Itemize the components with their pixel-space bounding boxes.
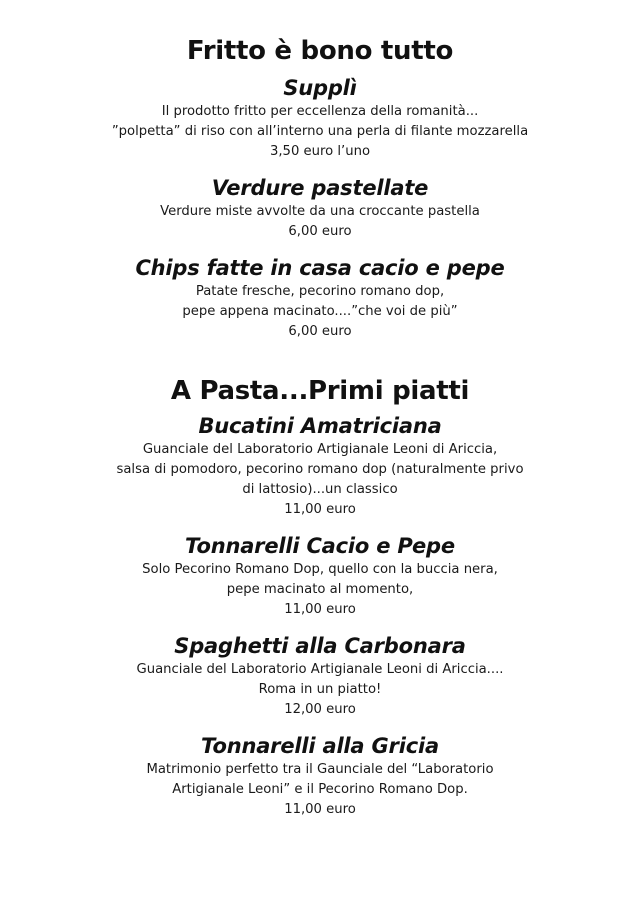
dish-name: Verdure pastellate <box>211 176 429 200</box>
dish-description-line: Verdure miste avvolte da una croccante pastella <box>160 204 480 219</box>
section-title: A Pasta...Primi piatti <box>170 376 470 406</box>
dish-description-line: Guanciale del Laboratorio Artigianale Leoni di Ariccia.... <box>136 662 504 677</box>
dish-name: Tonnarelli alla Gricia <box>201 734 439 758</box>
dish-price: 6,00 euro <box>288 324 352 339</box>
dish-price: 11,00 euro <box>284 502 356 517</box>
dish-price: 12,00 euro <box>284 702 356 717</box>
dish-suppli <box>0 74 640 162</box>
dish-verdure-pastellate <box>0 174 640 242</box>
dish-description-line: ”polpetta” di riso con all’interno una perla di filante mozzarella <box>111 124 529 139</box>
dish-tonnarelli-gricia <box>0 732 640 820</box>
section-title: Fritto è bono tutto <box>186 36 454 66</box>
dish-name: Bucatini Amatriciana <box>198 414 442 438</box>
dish-description-line: salsa di pomodoro, pecorino romano dop (naturalmente privo <box>116 462 524 477</box>
dish-description-line: Guanciale del Laboratorio Artigianale Leoni di Ariccia, <box>142 442 498 457</box>
dish-name: Supplì <box>283 76 357 100</box>
dish-name: Spaghetti alla Carbonara <box>174 634 466 658</box>
dish-description-line: Patate fresche, pecorino romano dop, <box>195 284 445 299</box>
dish-description-line: Artigianale Leoni” e il Pecorino Romano Dop. <box>172 782 468 797</box>
dish-bucatini-amatriciana <box>0 412 640 520</box>
dish-spaghetti-carbonara <box>0 632 640 720</box>
dish-name: Chips fatte in casa cacio e pepe <box>135 256 505 280</box>
dish-description-line: Roma in un piatto! <box>258 682 382 697</box>
dish-description-line: di lattosio)...un classico <box>242 482 398 497</box>
dish-description-line: Il prodotto fritto per eccellenza della romanità... <box>161 104 479 119</box>
dish-price: 3,50 euro l’uno <box>269 144 371 159</box>
dish-description-line: Matrimonio perfetto tra il Gaunciale del “Laboratorio <box>146 762 494 777</box>
section-primi-piatti <box>0 354 640 820</box>
dish-price: 11,00 euro <box>284 802 356 817</box>
dish-description-line: Solo Pecorino Romano Dop, quello con la buccia nera, <box>142 562 498 577</box>
section-fritto <box>0 0 640 342</box>
dish-description-line: pepe macinato al momento, <box>226 582 414 597</box>
dish-price: 6,00 euro <box>288 224 352 239</box>
dish-price: 11,00 euro <box>284 602 356 617</box>
dish-name: Tonnarelli Cacio e Pepe <box>185 534 455 558</box>
dish-chips-cacio-pepe <box>0 254 640 342</box>
dish-description-line: pepe appena macinato....”che voi de più” <box>182 304 458 319</box>
dish-tonnarelli-cacio-pepe <box>0 532 640 620</box>
